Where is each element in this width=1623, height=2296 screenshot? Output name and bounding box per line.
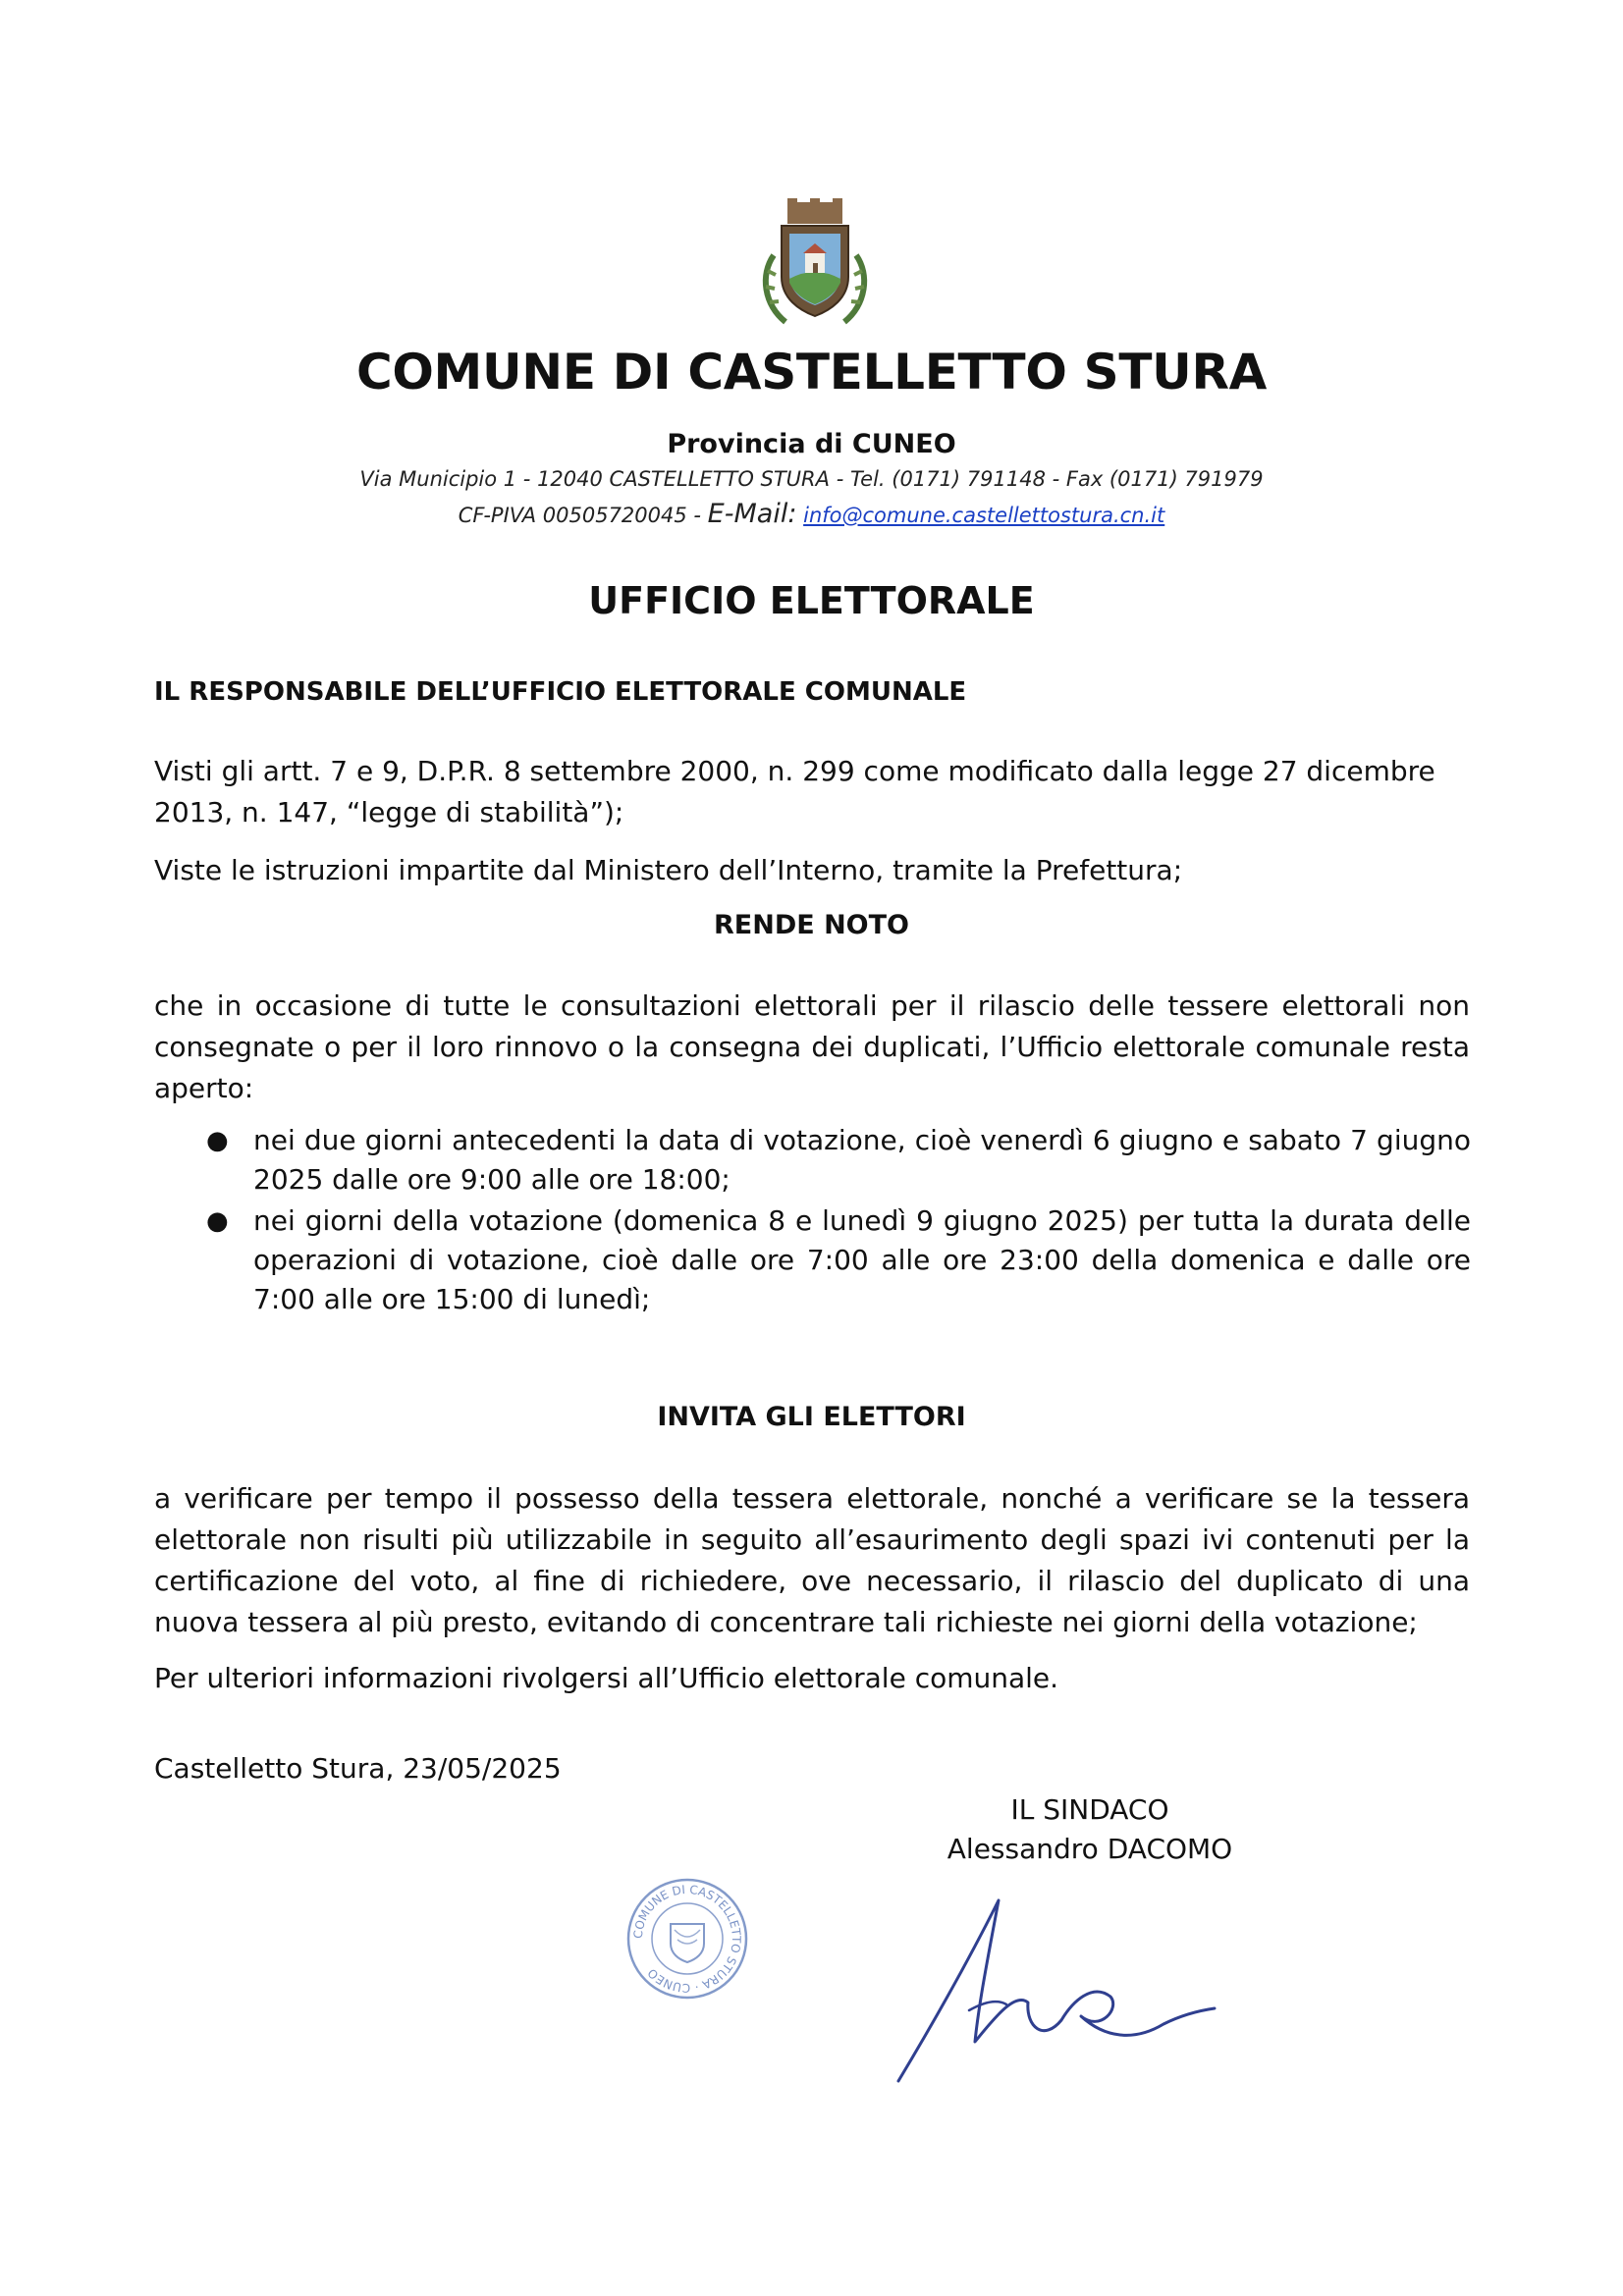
signatory-name: Alessandro DACOMO <box>947 1833 1233 1865</box>
handwritten-signature <box>889 1895 1222 2091</box>
page-title: COMUNE DI CASTELLETTO STURA <box>355 344 1268 400</box>
email-link[interactable]: info@comune.castellettostura.cn.it <box>803 504 1165 527</box>
bullet-icon: ● <box>206 1206 229 1236</box>
office-title: UFFICIO ELETTORALE <box>588 579 1035 622</box>
signatory-role: IL SINDACO <box>1010 1793 1169 1826</box>
opening-hours-list <box>206 1121 1471 1321</box>
viste-paragraph: Viste le istruzioni impartite dal Ministero dell’Interno, tramite la Prefettura; <box>154 854 1183 886</box>
cf-piva: CF-PIVA 00505720045 - <box>458 504 708 527</box>
email-label: E-Mail: <box>707 499 797 529</box>
province-label: Provincia di CUNEO <box>667 429 956 459</box>
stamp-text: COMUNE DI CASTELLETTO STURA · CUNEO <box>630 1882 744 1996</box>
official-stamp <box>623 1875 751 2002</box>
svg-text:COMUNE DI CASTELLETTO STURA · <box>631 1883 743 1995</box>
list-item <box>206 1121 1471 1200</box>
intro-paragraph: che in occasione di tutte le consultazioni elettorali per il rilascio delle tessere elettorali non consegnate o per il loro rinnovo o la consegna dei duplicati, l’Ufficio elettorale comunale resta aperto: <box>154 989 1470 1104</box>
address-line: Via Municipio 1 - 12040 CASTELLETTO STURA - Tel. (0171) 791148 - Fax (0171) 791979 <box>359 467 1264 491</box>
list-item-text: nei giorni della votazione (domenica 8 e lunedì 9 giugno 2025) per tutta la durata delle operazioni di votazione, cioè dalle ore 7:00 alle ore 23:00 della domenica e dalle ore 7:00 alle ore 15:00 di lunedì; <box>253 1204 1471 1315</box>
bullet-icon: ● <box>206 1126 229 1155</box>
invita-heading: INVITA GLI ELETTORI <box>657 1402 966 1432</box>
invita-paragraph: a verificare per tempo il possesso della tessera elettorale, nonché a verificare se la tessera elettorale non risulti più utilizzabile in seguito all’esaurimento degli spazi ivi contenuti per la certificazione del voto, al fine di richiedere, ove necessario, il rilascio del duplicato di una nuova tessera al più presto, evitando di concentrare tali richieste nei giorni della votazione; <box>154 1482 1470 1638</box>
responsible-heading: IL RESPONSABILE DELL’UFFICIO ELETTORALE COMUNALE <box>154 677 967 707</box>
visti-paragraph: Visti gli artt. 7 e 9, D.P.R. 8 settembre 2000, n. 299 come modificato dalla legge 27 dicembre 2013, n. 147, “legge di stabilità”); <box>154 755 1435 828</box>
list-item-text: nei due giorni antecedenti la data di votazione, cioè venerdì 6 giugno e sabato 7 giugno 2025 dalle ore 9:00 alle ore 18:00; <box>253 1124 1471 1196</box>
list-item <box>206 1201 1471 1319</box>
coat-of-arms-logo <box>756 196 874 332</box>
rende-noto-heading: RENDE NOTO <box>713 910 909 940</box>
info-paragraph: Per ulteriori informazioni rivolgersi all’Ufficio elettorale comunale. <box>154 1662 1059 1694</box>
contact-line <box>0 499 1623 529</box>
place-date: Castelletto Stura, 23/05/2025 <box>154 1752 562 1785</box>
